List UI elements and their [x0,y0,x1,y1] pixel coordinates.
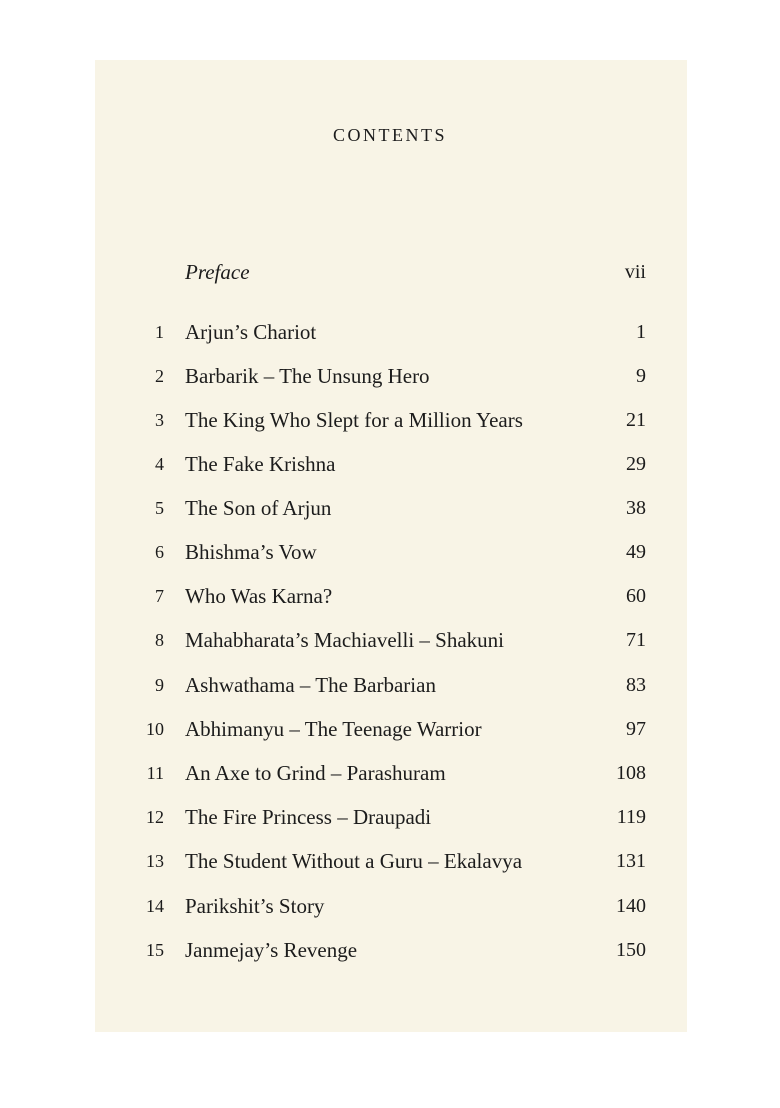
chapter-number: 10 [146,719,164,739]
chapter-number: 7 [155,586,164,606]
chapter-page-number: 97 [626,718,646,740]
chapter-number: 1 [155,322,164,342]
chapter-number: 12 [146,807,164,827]
chapter-number: 6 [155,542,164,562]
chapter-number: 5 [155,498,164,518]
chapter-title: Bhishma’s Vow [185,540,317,564]
toc-entry [0,891,780,921]
chapter-number: 4 [155,454,164,474]
toc-entry [0,537,780,567]
chapter-page-number: 38 [626,497,646,519]
chapter-title: Arjun’s Chariot [185,320,317,344]
preface-title: Preface [185,260,250,284]
chapter-page-number: 49 [626,541,646,563]
chapter-number: 2 [155,366,164,386]
chapter-page-number: 140 [616,895,646,917]
toc-entry [0,935,780,965]
chapter-title: The Fire Princess – Draupadi [185,805,432,829]
chapter-page-number: 108 [616,762,646,784]
chapter-title: The King Who Slept for a Million Years [185,408,523,432]
chapter-page-number: 60 [626,585,646,607]
chapter-page-number: 150 [616,939,646,961]
chapter-title: The Son of Arjun [185,496,332,520]
toc-entry [0,846,780,876]
chapter-title: The Fake Krishna [185,452,336,476]
chapter-title: Who Was Karna? [185,584,333,608]
chapter-title: Parikshit’s Story [185,894,325,918]
chapter-page-number: 83 [626,674,646,696]
chapter-number: 13 [146,851,164,871]
chapter-page-number: 71 [626,629,646,651]
preface-page-number: vii [624,261,646,283]
toc-entry [0,493,780,523]
chapter-title: Mahabharata’s Machiavelli – Shakuni [185,628,504,652]
chapter-title: Barbarik – The Unsung Hero [185,364,430,388]
toc-entry [0,317,780,347]
toc-entry [0,405,780,435]
toc-entry [0,758,780,788]
preface-entry [0,257,780,287]
chapter-title: An Axe to Grind – Parashuram [185,761,446,785]
toc-entry [0,449,780,479]
chapter-number: 14 [146,896,164,916]
chapter-number: 3 [155,410,164,430]
chapter-page-number: 131 [616,850,646,872]
chapter-page-number: 21 [626,409,646,431]
toc-entry [0,714,780,744]
toc-entry [0,581,780,611]
chapter-title: The Student Without a Guru – Ekalavya [185,849,523,873]
toc-entry [0,361,780,391]
chapter-page-number: 29 [626,453,646,475]
chapter-title: Abhimanyu – The Teenage Warrior [185,717,482,741]
chapter-page-number: 119 [616,806,646,828]
toc-entry [0,802,780,832]
contents-heading: CONTENTS [333,125,447,145]
toc-entry [0,625,780,655]
chapter-title: Janmejay’s Revenge [185,938,358,962]
chapter-page-number: 1 [636,321,646,343]
chapter-number: 9 [155,675,164,695]
chapter-number: 8 [155,630,164,650]
chapter-page-number: 9 [636,365,646,387]
toc-entry [0,670,780,700]
chapter-number: 11 [146,763,164,783]
chapter-number: 15 [146,940,164,960]
chapter-title: Ashwathama – The Barbarian [185,673,436,697]
